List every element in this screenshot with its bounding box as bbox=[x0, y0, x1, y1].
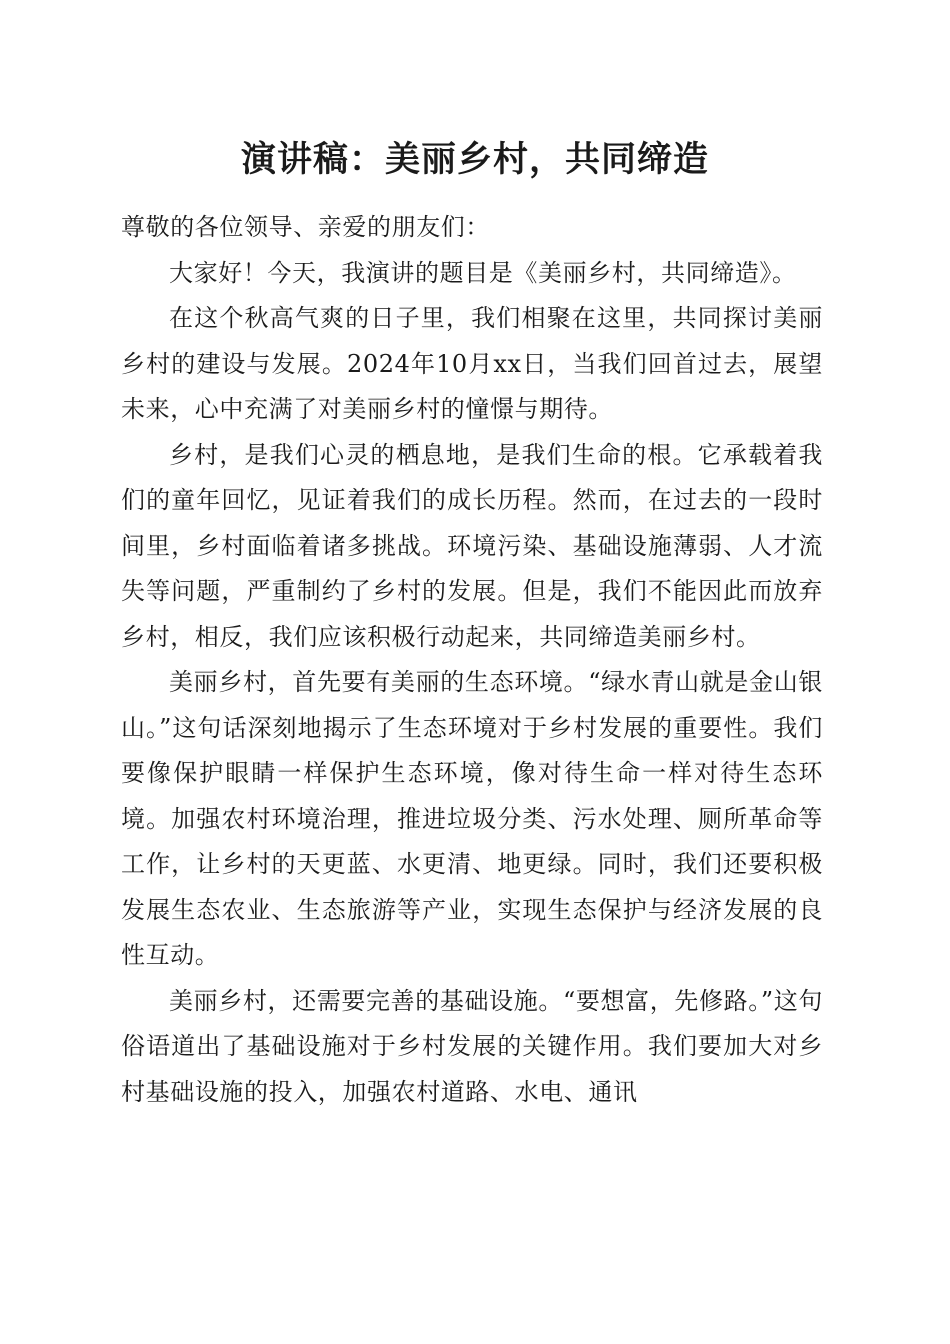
paragraph-intro: 在这个秋高气爽的日子里，我们相聚在这里，共同探讨美丽乡村的建设与发展。2024年10月xx日，当我们回首过去，展望未来，心中充满了对美丽乡村的憧憬与期待。 bbox=[121, 304, 823, 423]
paragraph-infrastructure: 美丽乡村，还需要完善的基础设施。“要想富，先修路。”这句俗语道出了基础设施对于乡村发展的关键作用。我们要加大对乡村基础设施的投入，加强农村道路、水电、通讯 bbox=[121, 986, 823, 1106]
paragraph-challenges: 乡村，是我们心灵的栖息地，是我们生命的根。它承载着我们的童年回忆，见证着我们的成长历程。然而，在过去的一段时间里，乡村面临着诸多挑战。环境污染、基础设施薄弱、人才流失等问题，严重制约了乡村的发展。但是，我们不能因此而放弃乡村，相反，我们应该积极行动起来，共同缔造美丽乡村。 bbox=[121, 440, 823, 651]
paragraph-ecology: 美丽乡村，首先要有美丽的生态环境。“绿水青山就是金山银山。”这句话深刻地揭示了生态环境对于乡村发展的重要性。我们要像保护眼睛一样保护生态环境，像对待生命一样对待生态环境。加强农村环境治理，推进垃圾分类、污水处理、厕所革命等工作，让乡村的天更蓝、水更清、地更绿。同时，我们还要积极发展生态农业、生态旅游等产业，实现生态保护与经济发展的良性互动。 bbox=[121, 668, 823, 969]
salutation: 尊敬的各位领导、亲爱的朋友们： bbox=[121, 213, 490, 241]
document-title: 演讲稿：美丽乡村，共同缔造 bbox=[240, 139, 709, 180]
document-body bbox=[121, 205, 823, 1115]
paragraph-greeting: 大家好！今天，我演讲的题目是《美丽乡村，共同缔造》。 bbox=[169, 258, 797, 287]
